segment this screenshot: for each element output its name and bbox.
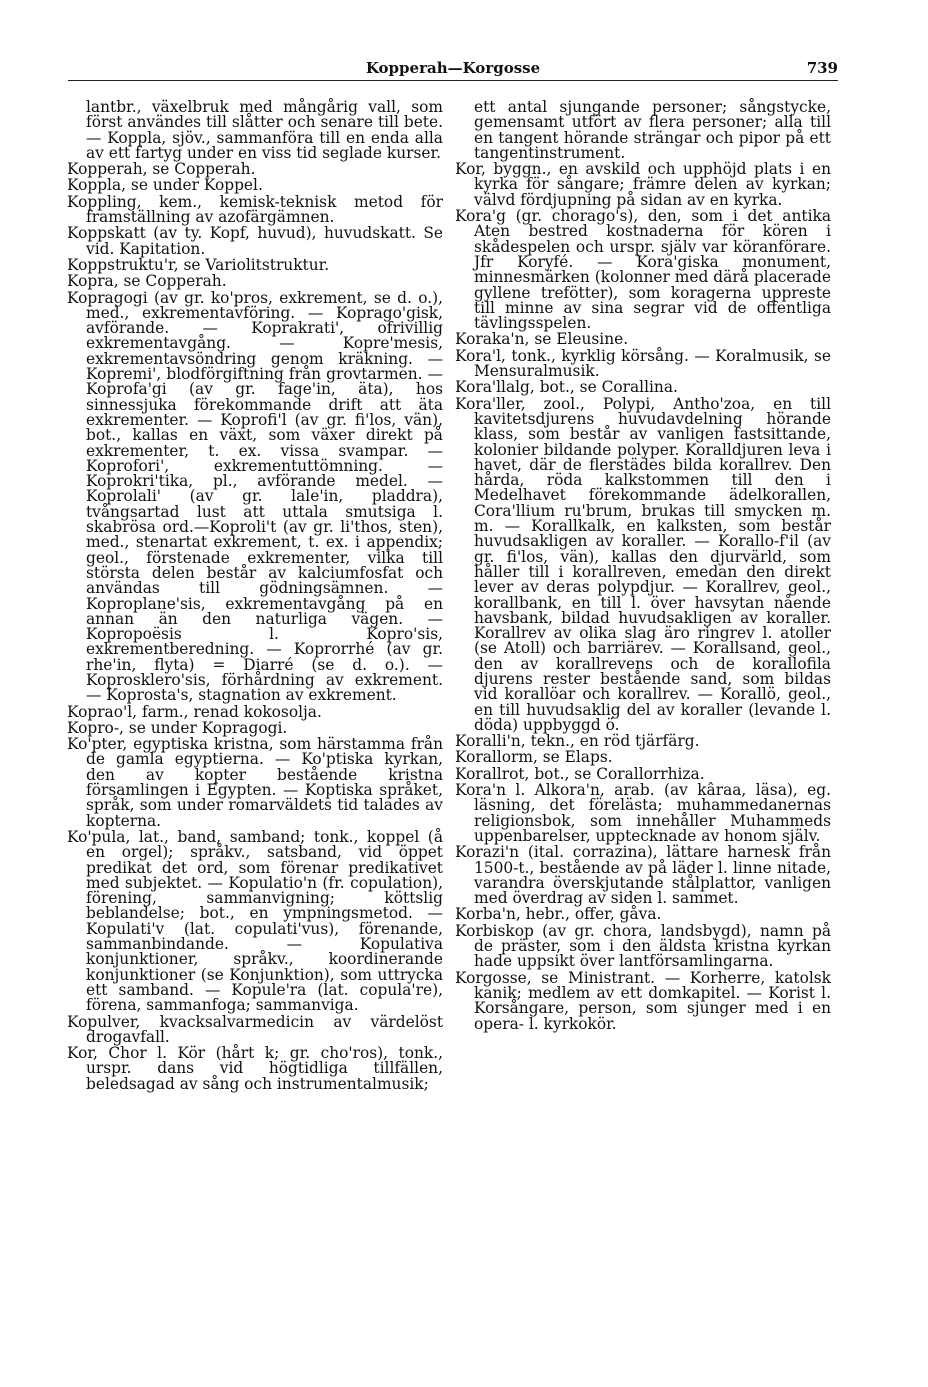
dictionary-entry: Koppstruktu'r, se Variolitstruktur.: [67, 255, 330, 274]
dictionary-entry: Kora'llalg, bot., se Corallina.: [455, 378, 678, 397]
running-title: Kopperah—Korgosse: [365, 59, 541, 77]
dictionary-entry: Kora'n l. Alkora'n, arab. (av kâraa, läsa), eg. läsning, det förelästa; muhammedanernas religionsbok, som innehåller Muhammeds uppenbarelser, upptecknade av honom själv.: [455, 781, 831, 845]
header-rule: [68, 80, 838, 81]
dictionary-entry: Ko'pula, lat., band, samband; tonk., koppel (å en orgel); språkv., satsband, vid öppet predikat det ord, som förenar predikativet med subjektet. — Kopulatio'n (fr. copulation), förening, sammanvigning; köttslig beblandelse; bot., en ympningsmetod. — Kopulati'v (lat. copulati'vus), förenande, sammanbindande. — Kopulativa konjunktioner, språkv., koordinerande konjunktioner (se Konjunktion), som uttrycka ett samband. — Kopule'ra (lat. copula're), förena, sammanfoga; sammanviga.: [67, 827, 443, 1015]
dictionary-entry: Koralli'n, tekn., en röd tjärfärg.: [455, 732, 700, 751]
dictionary-entry: Ko'pter, egyptiska kristna, som härstamma från de gamla egyptierna. — Ko'ptiska kyrkan, den av kopter bestående kristna församlingen i Egypten. — Koptiska språket, språk, som under romarväldets tid talades av kopterna.: [67, 735, 443, 830]
right-column: [455, 100, 831, 1033]
page-number: 739: [806, 59, 838, 77]
dictionary-entry: Korallrot, bot., se Corallorrhiza.: [455, 764, 705, 783]
dictionary-entry: Kora'g (gr. chorago's), den, som i det antika Aten bestred kostnaderna för kören i skådespelen och urspr. själv var köranförare. Jfr Koryfé. — Kora'giska monument, minnesmärken (kolonner med därå placerade gyllene trefötter), som koragerna uppreste till minne av sina segrar vid de offentliga tävlingsspelen.: [455, 207, 831, 333]
dictionary-entry: Kopulver, kvacksalvarmedicin av värdelöst drogavfall.: [67, 1012, 443, 1046]
dictionary-entry: Kora'l, tonk., kyrklig körsång. — Koralmusik, se Mensuralmusik.: [455, 346, 831, 381]
dictionary-entry: Korgosse, se Ministrant. — Korherre, katolsk kanik; medlem av ett domkapitel. — Korist l. Korsångare, person, som sjunger med i en opera- l. kyrkokör.: [455, 968, 831, 1033]
dictionary-entry: Koraka'n, se Eleusine.: [455, 330, 629, 349]
dictionary-entry: Kor, byggn., en avskild och upphöjd plats i en kyrka för sångare; främre delen av kyrkan; välvd fördjupning på sidan av en kyrka.: [455, 160, 831, 209]
dictionary-entry: Korallorm, se Elaps.: [455, 748, 613, 767]
dictionary-entry: Kopra, se Copperah.: [67, 272, 227, 291]
dictionary-entry: Kora'ller, zool., Polypi, Antho'zoa, en till kavitetsdjurens huvudavdelning hörande klass, som består av vanligen fastsittande, kolonier bildande polyper. Koralldjuren leva i havet, där de flerstädes bilda korallrev. Den hårda, röda kalkstommen till den i Medelhavet förekommande ädelkorallen, Cora'llium ru'brum, brukas till smycken m. m. — Korallkalk, en kalksten, som består huvudsakligen av koraller. — Korallo-f'il (av gr. fi'los, vän), kallas den djurvärld, som håller till i korallreven, emedan den direkt lever av deras polypdjur. — Korallrev, geol., korallbank, en till l. över havsytan nående havsbank, bildad huvudsakligen av koraller. Korallrev av olika slag äro ringrev l. atoller (se Atoll) och barriärev. — Korallsand, geol., den av korallrevens och de korallofila djurens rester bestående sand, som bildas vid korallöar och korallrev. — Korallö, geol., en till huvudsaklig del av koraller (levande l. döda) uppbyggd ö.: [455, 394, 831, 734]
dictionary-entry: Korbiskop (av gr. chora, landsbygd), namn på de präster, som i den äldsta kristna kyrkan hade uppsikt över lantförsamlingarna.: [455, 921, 831, 971]
page-header: [68, 56, 838, 84]
dictionary-entry: Kopragogi (av gr. ko'pros, exkrement, se d. o.), med., exkrementavföring. — Koprago'gisk, avförande. — Koprakrati', ofrivillig exkrementavgång. — Kopre'mesis, exkrementavsöndring genom kräkning. — Kopremi', blodförgiftning från grovtarmen. — Koprofa'gi (av gr. fage'in, äta), hos sinnessjuka förekommande drift att äta exkrementer. — Koprofi'l (av gr. fi'los, vän), bot., kallas en växt, som växer direkt på exkrementer, t. ex. vissa svampar. — Koprofori', exkrementuttömning. — Koprokri'tika, pl., avförande medel. — Koprolali' (av gr. lale'in, pladdra), tvångsartad lust att uttala smutsiga l. skabrösa ord.—Koproli't (av gr. li'thos, sten), med., stenartat exkrement, t. ex. i appendix; geol., förstenade exkrementer, vilka till största delen består av kalciumfosfat och användas till gödningsämnen. — Koproplane'sis, exkrementavgång på en annan än den naturliga vägen. — Kopropoësis l. Kopro'sis, exkrementberedning. — Koprorrhé (av gr. rhe'in, flyta) = Diarré (se d. o.). — Koprosklero'sis, förhårdning av exkrement. — Koprosta's, stagnation av exkrement.: [67, 288, 443, 705]
dictionary-entry: lantbr., växelbruk med mångårig vall, som först användes till slåtter och senare till bete. — Koppla, sjöv., sammanföra till en enda alla av ett fartyg under en viss tid seglade kurser.: [86, 98, 443, 162]
dictionary-entry: Koppla, se under Koppel.: [67, 176, 263, 195]
dictionary-entry: Kopperah, se Copperah.: [67, 160, 256, 179]
dictionary-entry: Koprao'l, farm., renad kokosolja.: [67, 702, 322, 721]
left-column: [67, 100, 443, 1093]
dictionary-entry: Koppskatt (av ty. Kopf, huvud), huvudskatt. Se vid. Kapitation.: [67, 224, 443, 258]
dictionary-entry: Koppling, kem., kemisk-teknisk metod för framställning av azofärgämnen.: [67, 192, 443, 227]
dictionary-entry: Korba'n, hebr., offer, gåva.: [455, 905, 662, 924]
dictionary-entry: Kor, Chor l. Kör (hårt k; gr. cho'ros), tonk., urspr. dans vid högtidliga tillfällen, beledsagad av sång och instrumentalmusik;: [67, 1044, 443, 1093]
dictionary-entry: ett antal sjungande personer; sångstycke, gemensamt utfört av flera personer; alla till en tangent hörande strängar och pipor på ett tangentinstrument.: [474, 98, 831, 162]
dictionary-entry: Korazi'n (ital. corrazina), lättare harnesk från 1500-t., bestående av på läder l. linne nitade, varandra överskjutande stålplattor, vanligen med överdrag av siden l. sammet.: [455, 843, 831, 908]
dictionary-entry: Kopro-, se under Kopragogi.: [67, 718, 288, 737]
